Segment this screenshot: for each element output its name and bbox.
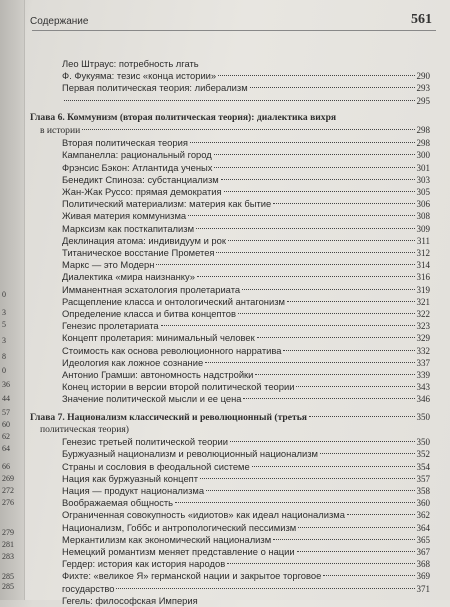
toc-entry-title: Жан-Жак Руссо: прямая демократия (62, 186, 222, 198)
toc-entry (30, 369, 430, 381)
leader-dots (287, 301, 415, 302)
leader-dots (296, 386, 414, 387)
toc-entry (30, 70, 430, 82)
toc-entry-page: 365 (416, 534, 430, 545)
toc-entry (30, 461, 430, 473)
toc-entry-page: 306 (416, 199, 430, 210)
toc-entry-title: Определение класса и битва концептов (62, 308, 236, 320)
chapter-6-heading (30, 112, 430, 137)
toc-entry-page: 298 (416, 138, 430, 149)
toc-entry-title: Антонио Грамши: автономность надстройки (62, 369, 254, 381)
leader-dots (250, 87, 415, 88)
toc-entry-page: 369 (416, 571, 430, 582)
leader-dots (221, 179, 415, 180)
toc-entry-page: 319 (416, 284, 430, 295)
leader-dots (161, 325, 415, 326)
margin-number: 3 (2, 336, 6, 345)
margin-number: 272 (2, 486, 14, 495)
margin-number: 269 (2, 474, 14, 483)
chapter-title-cont: в истории (40, 125, 81, 137)
toc-entry-title: Стоимость как основа революционного нарратива (62, 344, 282, 356)
leader-dots (255, 374, 414, 375)
leader-dots (297, 551, 415, 552)
toc-entry (30, 259, 430, 271)
toc-entry (30, 162, 430, 174)
leader-dots (156, 264, 414, 265)
toc-entry-title: Маркс — это Модерн (62, 259, 155, 271)
margin-number: 281 (2, 540, 14, 549)
toc-entry-title: Конец истории в версии второй политической теории (62, 381, 295, 393)
toc-entry-page: 290 (416, 71, 430, 82)
leader-dots (320, 453, 415, 454)
toc-entry-title: Вторая политическая теория (62, 137, 188, 149)
toc-entry-page: 323 (416, 321, 430, 332)
toc-entry-page: 332 (416, 345, 430, 356)
toc-entry-title: Национализм, Гоббс и антропологический пессимизм (62, 521, 297, 533)
leader-dots (298, 527, 414, 528)
toc-entry-title: Расщепление класса и онтологический антагонизм (62, 295, 285, 307)
toc-entry (30, 436, 430, 448)
toc-entry-page: 312 (416, 248, 430, 259)
toc-entry-title: Фрэнсис Бэкон: Атлантида ученых (62, 161, 213, 173)
toc-entry (30, 558, 430, 570)
leader-dots (238, 313, 415, 314)
leader-dots (243, 398, 414, 399)
chapter-title: Глава 6. Коммунизм (вторая политическая теория): диалектика вихря (30, 111, 337, 123)
toc-entry (30, 284, 430, 296)
leader-dots (175, 502, 414, 503)
margin-number: 3 (2, 308, 6, 317)
toc-entry-title: Диалектика «мира наизнанку» (62, 271, 195, 283)
toc-entry-page: 367 (416, 546, 430, 557)
margin-number: 62 (2, 432, 10, 441)
toc-entry (30, 570, 430, 582)
margin-number: 8 (2, 352, 6, 361)
leader-dots (196, 228, 414, 229)
toc-tail-row (30, 95, 430, 107)
toc-entry-title: Гердер: история как история народов (62, 558, 226, 570)
leader-dots (227, 563, 414, 564)
toc-entry (30, 235, 430, 247)
toc-entry-page: 305 (416, 187, 430, 198)
toc-entry (30, 58, 430, 70)
toc-entry-title: Лео Штраус: потребность лгать (62, 58, 199, 69)
toc-entry-page: 314 (416, 260, 430, 271)
toc-entry-title: Меркантилизм как экономический национализм (62, 533, 272, 545)
toc-entry-title: Кампанелла: рациональный город (62, 149, 212, 161)
toc-entry (30, 320, 430, 332)
margin-number: 283 (2, 552, 14, 561)
toc-entry (30, 522, 430, 534)
leader-dots (283, 350, 414, 351)
margin-number: 66 (2, 462, 10, 471)
toc-entry-title: Ф. Фукуяма: тезис «конца истории» (62, 70, 217, 82)
toc-entry-title: Немецкий романтизм меняет представление о нации (62, 545, 295, 557)
toc-entry (30, 595, 430, 607)
toc-entry-page: 364 (416, 522, 430, 533)
toc-entry-title: Нация как буржуазный концепт (62, 472, 199, 484)
leader-dots (214, 167, 414, 168)
toc-entry-page: 309 (416, 223, 430, 234)
leader-dots (190, 142, 415, 143)
toc-entry-page: 358 (416, 485, 430, 496)
toc-entry-page: 343 (416, 382, 430, 393)
toc-entry (30, 223, 430, 235)
leader-dots (230, 441, 415, 442)
margin-number: 57 (2, 408, 10, 417)
toc-entry (30, 497, 430, 509)
leader-dots (273, 539, 414, 540)
toc-entry (30, 198, 430, 210)
toc-entry (30, 583, 430, 595)
toc-entry-page: 321 (416, 296, 430, 307)
toc-entry (30, 186, 430, 198)
leader-dots (252, 466, 415, 467)
margin-number: 36 (2, 380, 10, 389)
leader-dots (197, 276, 415, 277)
leader-dots (218, 75, 414, 76)
toc-entry (30, 381, 430, 393)
toc-entry-title: Страны и сословия в феодальной системе (62, 460, 250, 472)
leader-dots (216, 252, 414, 253)
toc-entry-page: 316 (416, 272, 430, 283)
margin-number: 279 (2, 528, 14, 537)
toc-entry (30, 82, 430, 94)
toc-entry-page: 362 (416, 510, 430, 521)
toc-entry (30, 345, 430, 357)
margin-number: 285 (2, 572, 14, 581)
toc-entry-title: Гегель: философская Империя (62, 594, 198, 606)
toc-entry-title: Значение политической мысли и ее цена (62, 393, 242, 405)
toc-entry (30, 149, 430, 161)
leader-dots (257, 337, 415, 338)
toc-entry-title: Имманентная эсхатология пролетариата (62, 283, 241, 295)
page-number: 561 (411, 12, 432, 27)
toc-entry-page: 350 (416, 437, 430, 448)
leader-dots (347, 514, 415, 515)
leader-dots (323, 575, 414, 576)
leader-dots (228, 240, 415, 241)
toc-prev-entries (30, 58, 430, 95)
leader-dots (214, 154, 415, 155)
toc-entry-page: 352 (416, 449, 430, 460)
toc-entry-title: государство (62, 582, 115, 594)
leader-dots (200, 478, 414, 479)
toc-entry (30, 296, 430, 308)
leader-dots (188, 215, 414, 216)
toc-entry-page: 346 (416, 394, 430, 405)
margin-number: 0 (2, 366, 6, 375)
toc-entry-page: 293 (416, 83, 430, 94)
margin-number: 0 (2, 290, 6, 299)
chapter-page: 350 (416, 411, 430, 422)
leader-dots (273, 203, 414, 204)
toc-entry-page: 354 (416, 461, 430, 472)
toc-entry-page: 337 (416, 357, 430, 368)
toc-entry (30, 174, 430, 186)
leader-dots (206, 490, 414, 491)
toc-entry-title: Первая политическая теория: либерализм (62, 82, 248, 94)
toc-entry (30, 509, 430, 521)
leader-dots (205, 362, 414, 363)
toc-entry (30, 448, 430, 460)
toc-entry-title: Ограниченная совокупность «идиотов» как идеал национализма (62, 509, 345, 521)
toc-entry (30, 271, 430, 283)
toc-entry (30, 137, 430, 149)
toc-entry-page: 295 (416, 95, 430, 106)
toc-entry (30, 485, 430, 497)
toc-entry (30, 534, 430, 546)
toc-entry-page: 357 (416, 473, 430, 484)
toc-entry (30, 393, 430, 405)
toc-entry (30, 357, 430, 369)
toc-entry (30, 308, 430, 320)
leader-dots (116, 588, 414, 589)
toc-entry (30, 546, 430, 558)
toc-entry-title: Генезис пролетариата (62, 320, 159, 332)
toc-entry-page: 308 (416, 211, 430, 222)
toc-entry-page: 303 (416, 174, 430, 185)
header-rule (32, 30, 436, 31)
toc-entry-page: 311 (416, 235, 430, 246)
toc-entry (30, 332, 430, 344)
toc-entry-page: 329 (416, 333, 430, 344)
toc-entry-page: 339 (416, 370, 430, 381)
table-of-contents (30, 58, 430, 607)
toc-entry-title: Концепт пролетария: минимальный человек (62, 332, 255, 344)
toc-entry-title: Идеология как ложное сознание (62, 356, 204, 368)
toc-entry-title: Фихте: «великое Я» германской нации и закрытое торговое (62, 570, 322, 582)
toc-entry (30, 473, 430, 485)
toc-entry-title: Бенедикт Спиноза: субстанциализм (62, 173, 219, 185)
chapter-6-entries (30, 137, 430, 405)
toc-entry (30, 210, 430, 222)
margin-number: 64 (2, 444, 10, 453)
toc-entry-page: 360 (416, 498, 430, 509)
chapter-title-cont: политическая теория) (40, 423, 130, 435)
toc-entry-page: 368 (416, 559, 430, 570)
margin-number: 44 (2, 394, 10, 403)
toc-entry-page: 371 (416, 583, 430, 594)
leader-dots (242, 289, 414, 290)
leader-dots (224, 191, 415, 192)
toc-entry-title: Нация — продукт национализма (62, 484, 205, 496)
chapter-7-heading (30, 411, 430, 436)
toc-entry-title: Титаническое восстание Прометея (62, 247, 215, 259)
toc-entry-title: Генезис третьей политической теории (62, 436, 228, 448)
toc-entry-title: Политический материализм: материя как бытие (62, 198, 272, 210)
margin-number: 276 (2, 498, 14, 507)
running-header: Содержание (30, 16, 89, 27)
toc-entry-title: Деклинация атома: индивидуум и рок (62, 234, 226, 246)
toc-entry-title: Буржуазный национализм и революционный национализм (62, 448, 318, 460)
toc-entry-title: Воображаемая общность (62, 497, 174, 509)
toc-entry (30, 247, 430, 259)
margin-number: 60 (2, 420, 10, 429)
margin-number: 285 (2, 582, 14, 591)
chapter-title: Глава 7. Национализм классический и революционный (третья (30, 411, 307, 423)
toc-entry-page: 322 (416, 309, 430, 320)
toc-entry-title: Живая материя коммунизма (62, 210, 187, 222)
toc-entry-title: Марксизм как посткапитализм (62, 222, 195, 234)
chapter-7-entries (30, 436, 430, 607)
toc-entry-page: 301 (416, 162, 430, 173)
chapter-page: 298 (416, 125, 430, 136)
toc-entry-page: 300 (416, 150, 430, 161)
margin-number: 5 (2, 320, 6, 329)
facing-page-edge (0, 0, 25, 600)
